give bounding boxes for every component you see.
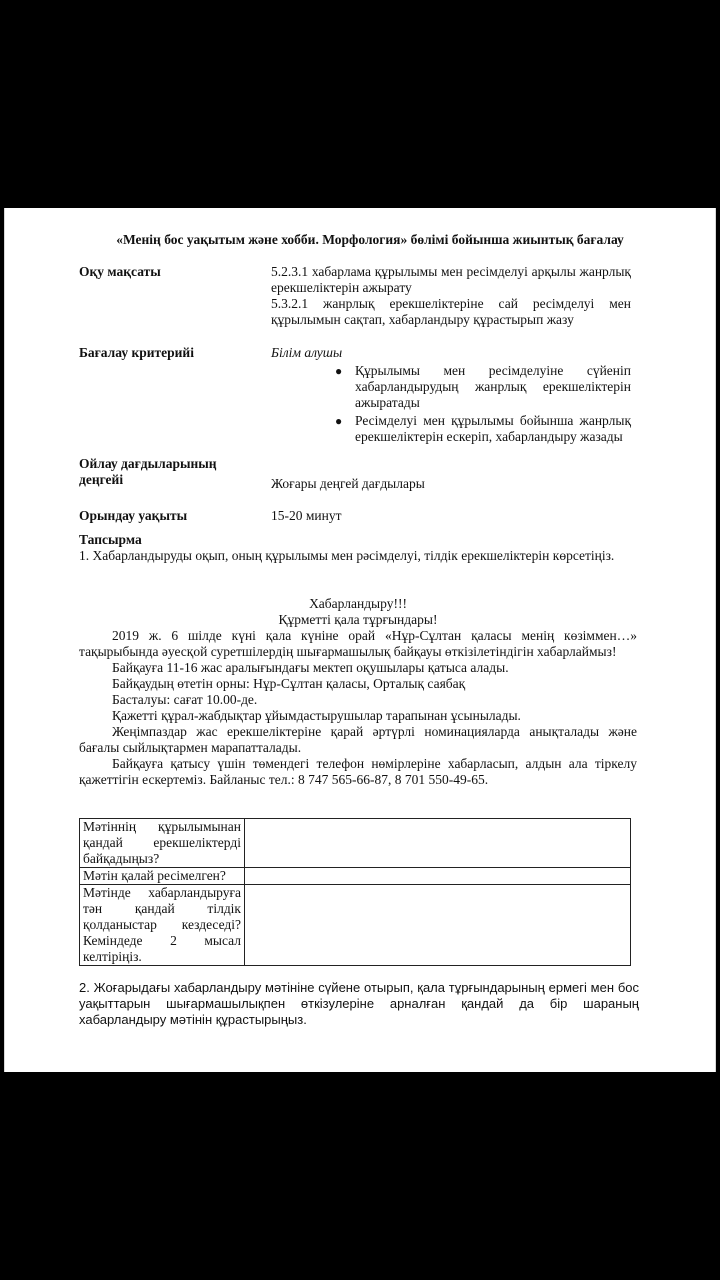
table-row [80,885,631,966]
answer-cell[interactable] [245,819,631,868]
criteria-intro: Білім алушы [271,345,343,360]
criteria-item: ● Құрылымы мен ресімделуіне сүйеніп хабарландырудың жанрлық ерекшеліктерін ажыратады [335,363,631,410]
ad-paragraph: Байқаудың өтетін орны: Нұр-Сұлтан қаласы, Орталық саябақ [112,676,466,691]
ad-paragraph: 2019 ж. 6 шілде күні қала күніне орай «Нұр-Сұлтан қаласы менің көзіммен…» тақырыбында әуесқой суретшілердің шығармашылық байқауы өткізілетіндігін хабарлаймыз! [79,628,637,659]
criteria-item: ● Ресімделуі мен құрылымы бойынша жанрлық ерекшеліктерін ескеріп, хабарландыру жазады [335,413,631,444]
ad-body [79,628,637,788]
goal-label: Оқу мақсаты [79,264,161,279]
task-2-text: 2. Жоғарыдағы хабарландыру мәтініне сүйене отырып, қала тұрғындарының ермегі мен бос уақыттарын шығармашылықпен өткізулеріне арналған қандай да бір шараның хабарландыру мәтінін құрастырыңыз. [79,980,639,1027]
criteria-list [335,363,631,447]
ad-paragraph: Байқауға қатысу үшін төмендегі телефон нөмірлеріне хабарласып, алдын ала тіркелу қажеттігін ескертеміз. Байланыс тел.: 8 747 565-66-87, 8 701 550-49-65. [79,756,637,787]
bullet-icon: ● [335,414,343,428]
question-cell: Мәтіннің құрылымынан қандай ерекшеліктерді байқадыңыз? [80,819,245,868]
table-row [80,819,631,868]
goal-2-text: 5.3.2.1 жанрлық ерекшеліктеріне сай ресімделуі мен құрылымын сақтап, хабарландыру құрастырып жазу [271,296,631,327]
criteria-label: Бағалау критерийі [79,345,194,360]
thinking-label: Ойлау дағдыларының деңгейі [79,456,217,487]
document-title: «Менің бос уақытым және хобби. Морфология» бөлімі бойынша жиынтық бағалау [116,232,624,247]
question-cell: Мәтін қалай ресімелген? [80,868,245,885]
bullet-icon: ● [335,364,343,378]
task-label: Тапсырма [79,532,142,547]
ad-title: Хабарландыру!!! [309,596,407,611]
question-table [79,818,631,966]
ad-paragraph: Жеңімпаздар жас ерекшеліктеріне қарай әртүрлі номинацияларда анықталады және бағалы сыйлықтармен марапатталады. [79,724,637,755]
table-row [80,868,631,885]
time-label: Орындау уақыты [79,508,188,523]
ad-paragraph: Қажетті құрал-жабдықтар ұйымдастырушылар тарапынан ұсынылады. [112,708,521,723]
time-value: 15-20 минут [271,508,342,523]
ad-paragraph: Байқауға 11-16 жас аралығындағы мектеп оқушылары қатыса алады. [112,660,509,675]
answer-cell[interactable] [245,868,631,885]
ad-paragraph: Басталуы: сағат 10.00-де. [112,692,258,707]
thinking-value: Жоғары деңгей дағдылары [271,476,425,491]
answer-cell[interactable] [245,885,631,966]
ad-greeting: Құрметті қала тұрғындары! [278,612,438,627]
goal-1-text: 5.2.3.1 хабарлама құрылымы мен ресімделуі арқылы жанрлық ерекшеліктерін ажырату [271,264,631,295]
document-page [4,208,716,1072]
question-cell: Мәтінде хабарландыруға тән қандай тілдік қолданыстар кездеседі? Кеміндеде 2 мысал келтіріңіз. [80,885,245,966]
task-1-text: 1. Хабарландыруды оқып, оның құрылымы мен рәсімделуі, тілдік ерекшеліктерін көрсетіңіз. [79,548,615,563]
